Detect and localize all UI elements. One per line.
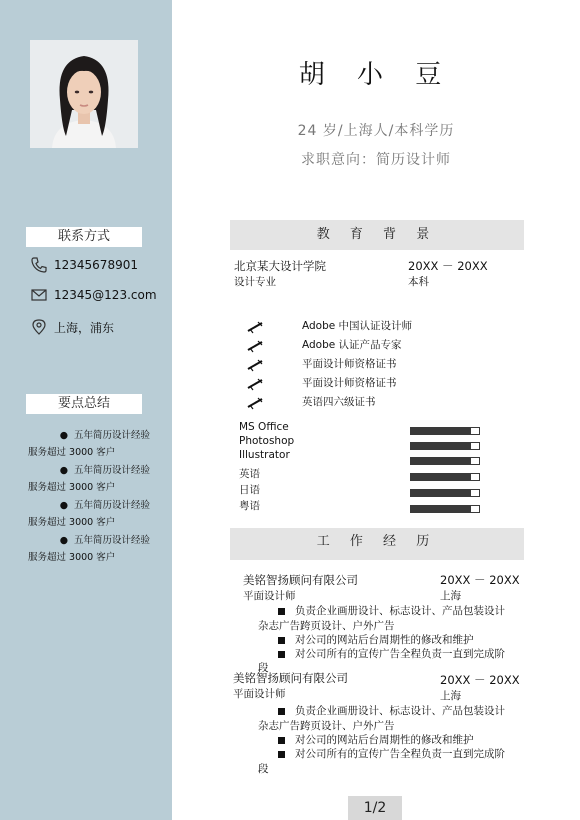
skill-level-bar	[410, 505, 480, 513]
skill-name: Illustrator	[239, 449, 290, 461]
page-indicator[interactable]: 1/2	[348, 796, 402, 820]
summary-item: ● 五年简历设计经验 服务超过 3000 客户	[28, 465, 151, 493]
address-text: 上海，浦东	[54, 320, 115, 335]
job-bullet-cont: 杂志广告跨页设计、户外广告	[258, 720, 395, 732]
contact-phone	[30, 256, 138, 274]
summary-item: ● 五年简历设计经验 服务超过 3000 客户	[28, 500, 151, 528]
education-dates: 20XX － 20XX	[408, 259, 488, 273]
job-bullet: 负责企业画册设计、标志设计、产品包装设计	[278, 703, 505, 718]
certificate-icon	[246, 358, 264, 372]
job-bullet: 对公司所有的宣传广告全程负责一直到完成阶	[278, 746, 505, 761]
skill-level-bar	[410, 427, 480, 435]
avatar	[30, 40, 138, 148]
phone-text: 12345678901	[54, 258, 138, 272]
job-role: 平面设计师	[243, 590, 296, 602]
job-bullet: 对公司所有的宣传广告全程负责一直到完成阶	[278, 646, 505, 661]
skill-level-bar	[410, 473, 480, 481]
candidate-info: 24 岁/上海人/本科学历	[297, 123, 455, 139]
job-bullet-cont: 杂志广告跨页设计、户外广告	[258, 620, 395, 632]
certificate-item: Adobe 认证产品专家	[302, 339, 402, 351]
job-dates: 20XX － 20XX	[440, 573, 520, 587]
certificate-icon	[246, 396, 264, 410]
skill-name: 日语	[239, 484, 260, 496]
job-bullet: 对公司的网站后台周期性的修改和维护	[278, 632, 474, 647]
education-major: 设计专业	[234, 276, 276, 288]
skill-level-bar	[410, 442, 480, 450]
job-bullet-cont: 段	[258, 662, 269, 674]
education-heading: 教 育 背 景	[230, 220, 524, 250]
job-company: 美铭智扬顾问有限公司	[243, 573, 358, 587]
phone-icon	[30, 256, 48, 274]
job-company: 美铭智扬顾问有限公司	[233, 671, 348, 685]
job-dates: 20XX － 20XX	[440, 673, 520, 687]
skill-name: 英语	[239, 468, 260, 480]
skill-level-bar	[410, 489, 480, 497]
skill-name: Photoshop	[239, 435, 295, 447]
job-bullet-cont: 段	[258, 763, 269, 775]
work-heading: 工 作 经 历	[230, 528, 524, 560]
certificate-item: Adobe 中国认证设计师	[302, 320, 413, 332]
job-location: 上海	[440, 690, 461, 702]
summary-item: ● 五年简历设计经验 服务超过 3000 客户	[28, 535, 151, 563]
skill-name: MS Office	[239, 421, 289, 433]
location-pin-icon	[30, 318, 48, 336]
avatar-portrait-icon	[30, 40, 138, 148]
job-objective: 求职意向：简历设计师	[301, 152, 451, 168]
skill-name: 粤语	[239, 500, 260, 512]
summary-heading: 要点总结	[26, 394, 142, 414]
summary-item: ● 五年简历设计经验 服务超过 3000 客户	[28, 430, 151, 458]
certificate-item: 平面设计师资格证书	[302, 358, 397, 370]
education-school: 北京某大设计学院	[234, 259, 326, 273]
job-bullet: 对公司的网站后台周期性的修改和维护	[278, 732, 474, 747]
email-text: 12345@123.com	[54, 288, 157, 302]
job-bullet: 负责企业画册设计、标志设计、产品包装设计	[278, 603, 505, 618]
mail-icon	[30, 286, 48, 304]
certificate-item: 平面设计师资格证书	[302, 377, 397, 389]
certificate-icon	[246, 377, 264, 391]
skill-level-bar	[410, 457, 480, 465]
contact-heading: 联系方式	[26, 227, 142, 247]
job-role: 平面设计师	[233, 688, 286, 700]
contact-email	[30, 286, 157, 304]
education-degree: 本科	[408, 276, 429, 288]
job-location: 上海	[440, 590, 461, 602]
certificate-item: 英语四六级证书	[302, 396, 376, 408]
candidate-name: 胡 小 豆	[298, 60, 454, 90]
contact-address	[30, 318, 114, 336]
certificate-icon	[246, 339, 264, 353]
certificate-icon	[246, 320, 264, 334]
